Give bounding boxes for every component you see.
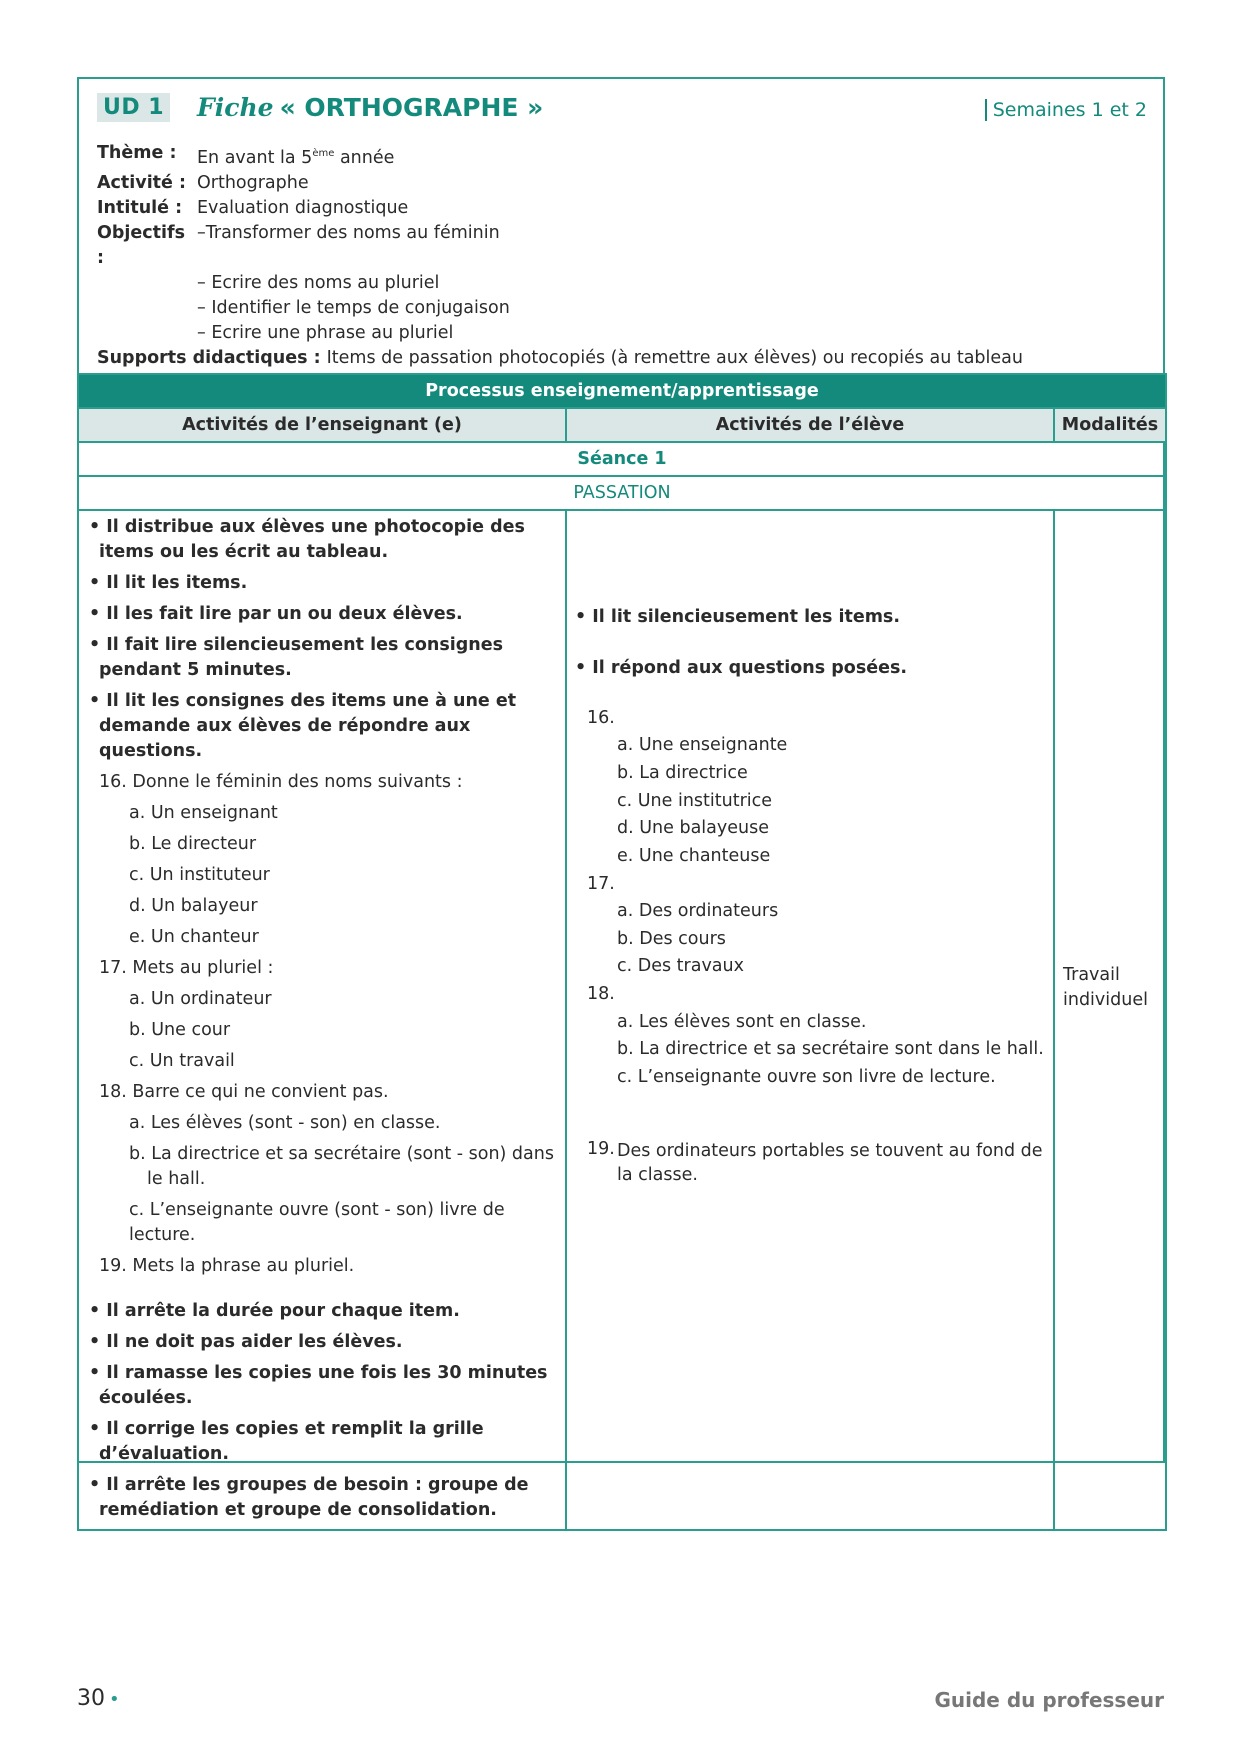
question-item: b. Une cour	[129, 1020, 231, 1040]
activite-value: Orthographe	[197, 172, 309, 193]
teacher-step: • Il ramasse les copies une fois les 30 minutes écoulées.	[89, 1363, 548, 1408]
title-text: « ORTHOGRAPHE »	[279, 93, 544, 122]
process-title: Processus enseignement/apprentissage	[78, 374, 1166, 408]
page-number	[77, 1686, 120, 1711]
teacher-step: • Il ne doit pas aider les élèves.	[89, 1332, 403, 1352]
process-table	[77, 373, 1167, 1531]
answer-item: b. La directrice	[617, 763, 748, 783]
sheet-meta	[97, 141, 1147, 396]
student-step: • Il répond aux questions posées.	[575, 658, 908, 678]
question-item: c. Un travail	[129, 1051, 235, 1071]
teacher-step: • Il lit les consignes des items une à une et demande aux élèves de répondre aux questions.	[89, 691, 517, 761]
sheet-title	[197, 93, 543, 122]
answer-item: a. Les élèves sont en classe.	[617, 1012, 867, 1032]
modalite-text	[1063, 963, 1148, 1013]
teacher-step: • Il les fait lire par un ou deux élèves.	[89, 604, 463, 624]
question-item: c. Un instituteur	[129, 865, 270, 885]
teacher-step: • Il lit les items.	[89, 573, 248, 593]
question-item: e. Un chanteur	[129, 927, 259, 947]
seance-label: Séance 1	[78, 442, 1166, 476]
teacher-activities	[78, 510, 566, 1530]
question-16: 16. Donne le féminin des noms suivants :	[99, 772, 463, 792]
objectif-3: – Identifier le temps de conjugaison	[197, 297, 510, 318]
student-step: • Il lit silencieusement les items.	[575, 607, 900, 627]
col-teacher-header: Activités de l’enseignant (e)	[78, 408, 566, 442]
answer-item: b. La directrice et sa secrétaire sont dans le hall.	[617, 1039, 1044, 1059]
teacher-step: • Il fait lire silencieusement les consignes pendant 5 minutes.	[89, 635, 504, 680]
answer-item: a. Des ordinateurs	[617, 901, 779, 921]
unit-badge: UD 1	[97, 93, 170, 122]
passation-label: PASSATION	[78, 476, 1166, 510]
question-item: b. La directrice et sa secrétaire (sont - son) dans le hall.	[129, 1144, 554, 1189]
question-item: b. Le directeur	[129, 834, 257, 854]
sheet-header	[79, 79, 1163, 375]
teacher-step: • Il distribue aux élèves une photocopie des items ou les écrit au tableau.	[89, 517, 525, 562]
supports-value: Items de passation photocopiés (à remettre aux élèves) ou recopiés au tableau	[326, 347, 1023, 368]
theme-value-post: année	[334, 147, 395, 168]
objectif-4: – Ecrire une phrase au pluriel	[197, 322, 454, 343]
theme-value-pre: En avant la 5	[197, 147, 313, 168]
question-item: a. Un ordinateur	[129, 989, 272, 1009]
modalite-line: individuel	[1063, 990, 1148, 1010]
question-item: a. Les élèves (sont - son) en classe.	[129, 1113, 441, 1133]
answer-item: d. Une balayeuse	[617, 818, 769, 838]
question-item: a. Un enseignant	[129, 803, 278, 823]
page-dot: •	[109, 1689, 120, 1710]
answer-19-text: Des ordinateurs portables se touvent au fond de la classe.	[617, 1141, 1043, 1185]
theme-label: Thème :	[97, 143, 177, 163]
lesson-sheet	[77, 77, 1165, 1520]
student-activities	[566, 510, 1054, 1530]
question-18: 18. Barre ce qui ne convient pas.	[99, 1082, 389, 1102]
objectif-1: –Transformer des noms au féminin	[197, 222, 500, 243]
question-item: d. Un balayeur	[129, 896, 258, 916]
page-number-value: 30	[77, 1686, 105, 1711]
modalites-cell	[1054, 510, 1166, 1530]
teacher-step: • Il arrête les groupes de besoin : groupe de remédiation et groupe de consolidation.	[89, 1475, 529, 1520]
intitule-label: Intitulé :	[97, 197, 183, 218]
col-modalites-header: Modalités	[1054, 408, 1166, 442]
question-item: c. L’enseignante ouvre (sont - son) livre de lecture.	[129, 1200, 505, 1245]
question-19: 19. Mets la phrase au pluriel.	[99, 1256, 355, 1276]
col-student-header: Activités de l’élève	[566, 408, 1054, 442]
teacher-step: • Il arrête la durée pour chaque item.	[89, 1301, 460, 1321]
answer-item: c. L’enseignante ouvre son livre de lecture.	[617, 1067, 996, 1087]
answer-item: e. Une chanteuse	[617, 846, 771, 866]
theme-value	[197, 141, 394, 171]
theme-value-sup: ème	[312, 148, 335, 159]
teacher-step: • Il corrige les copies et remplit la grille d’évaluation.	[89, 1419, 484, 1464]
objectif-2: – Ecrire des noms au pluriel	[197, 272, 440, 293]
modalite-line: Travail	[1063, 965, 1120, 985]
fiche-word: Fiche	[197, 93, 274, 122]
objectifs-label: Objectifs :	[97, 222, 186, 268]
weeks-label: Semaines 1 et 2	[985, 99, 1147, 121]
answer-18-number: 18.	[587, 984, 615, 1004]
supports-label: Supports didactiques :	[97, 347, 321, 368]
answer-19-number: 19.	[587, 1139, 615, 1159]
intitule-value: Evaluation diagnostique	[197, 197, 409, 218]
answer-16-number: 16.	[587, 708, 615, 728]
answer-item: b. Des cours	[617, 929, 726, 949]
question-17: 17. Mets au pluriel :	[99, 958, 274, 978]
answer-item: c. Des travaux	[617, 956, 744, 976]
footer-guide: Guide du professeur	[934, 1688, 1164, 1712]
answer-17-number: 17.	[587, 874, 615, 894]
answer-item: a. Une enseignante	[617, 735, 788, 755]
answer-item: c. Une institutrice	[617, 791, 773, 811]
activite-label: Activité :	[97, 172, 187, 193]
